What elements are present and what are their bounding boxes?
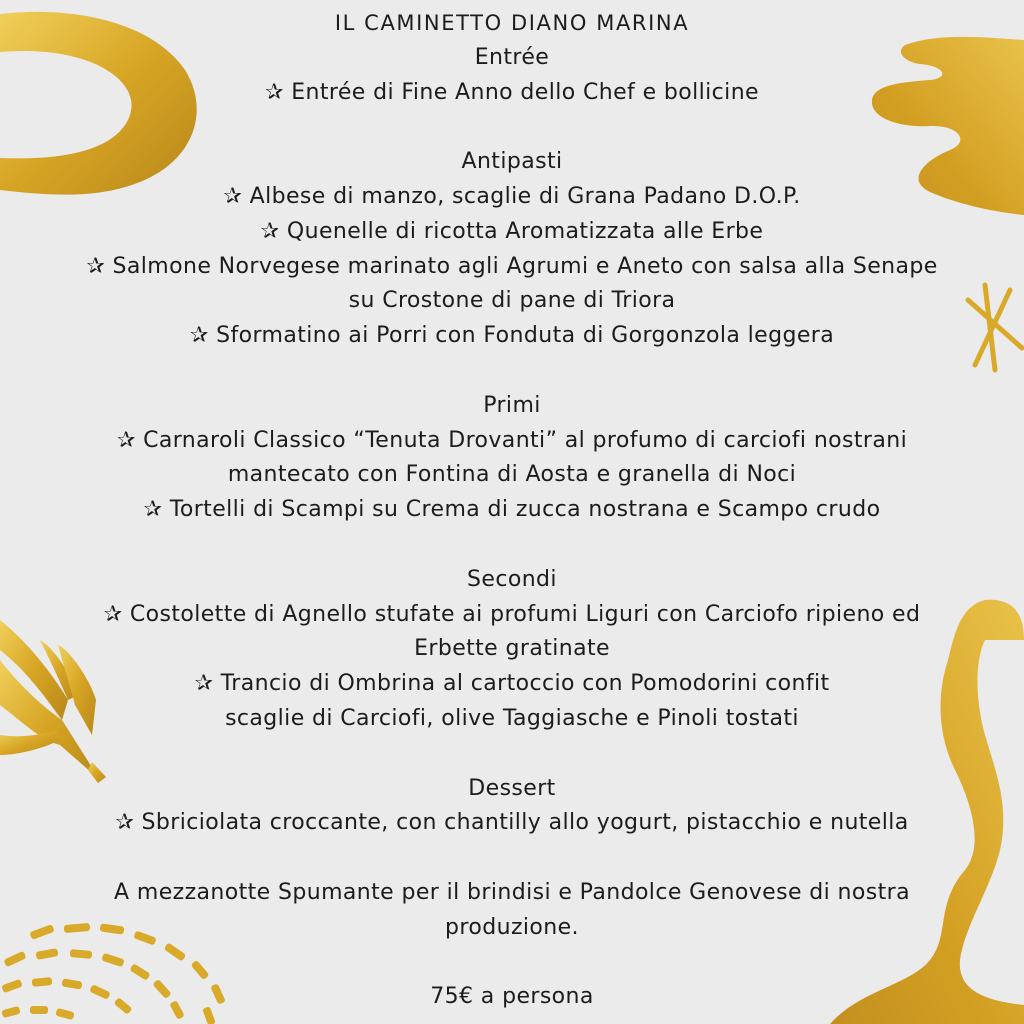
menu-item: ✰ Costolette di Agnello stufate ai profumi Liguri con Carciofo ripieno ed [103, 601, 921, 627]
restaurant-name: IL CAMINETTO DIANO MARINA [334, 11, 690, 35]
menu-item: ✰ Sformatino ai Porri con Fonduta di Gorgonzola leggera [189, 323, 835, 349]
menu-item-continuation: scaglie di Carciofi, olive Taggiasche e Pinoli tostati [225, 705, 799, 731]
menu-item: ✰ Albese di manzo, scaglie di Grana Padano D.O.P. [223, 183, 801, 209]
section-heading-dessert: Dessert [468, 775, 556, 801]
menu-item-continuation: su Crostone di pane di Triora [348, 288, 676, 314]
section-heading-secondi: Secondi [467, 566, 557, 592]
menu-item-continuation: mantecato con Fontina di Aosta e granella di Noci [227, 462, 797, 488]
midnight-note-continuation: produzione. [445, 914, 579, 940]
menu-item: ✰ Trancio di Ombrina al cartoccio con Pomodorini confit [194, 671, 830, 697]
menu-item: ✰ Quenelle di ricotta Aromatizzata alle Erbe [260, 218, 764, 244]
menu-card [0, 6, 1024, 1015]
section-heading-antipasti: Antipasti [461, 149, 563, 175]
price: 75€ a persona [430, 984, 594, 1010]
menu-item-continuation: Erbette gratinate [414, 636, 610, 662]
menu-item: ✰ Carnaroli Classico “Tenuta Drovanti” al profumo di carciofi nostrani [116, 427, 908, 453]
menu-item: ✰ Salmone Norvegese marinato agli Agrumi e Aneto con salsa alla Senape [86, 253, 938, 279]
section-heading-entree: Entrée [474, 44, 550, 70]
midnight-note: A mezzanotte Spumante per il brindisi e Pandolce Genovese di nostra [114, 879, 910, 905]
menu-item: ✰ Tortelli di Scampi su Crema di zucca nostrana e Scampo crudo [143, 497, 881, 523]
menu-item: ✰ Sbriciolata croccante, con chantilly allo yogurt, pistacchio e nutella [115, 810, 909, 836]
section-heading-primi: Primi [483, 392, 541, 418]
menu-item: ✰ Entrée di Fine Anno dello Chef e bollicine [265, 79, 759, 105]
